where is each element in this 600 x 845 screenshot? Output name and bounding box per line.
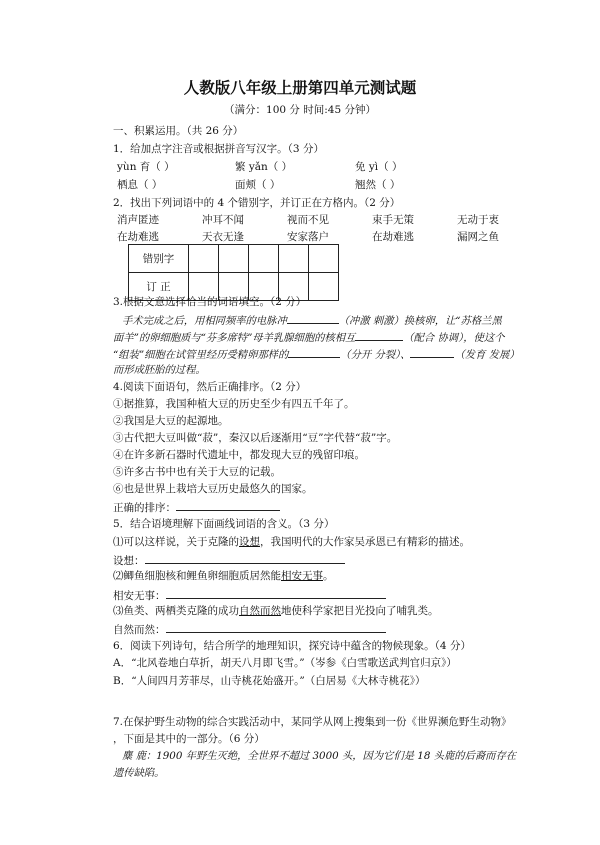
page-title: 人教版八年级上册第四单元测试题 [183, 78, 417, 97]
q4-item: ①据推算，我国种植大豆的历史至少有四五千年了。 [113, 398, 355, 410]
q1-item: yùn 育（ ） [117, 161, 175, 173]
q3-prompt: 3.根据文意选择恰当的词语填空。（2 分） [113, 296, 307, 308]
q5-sentence [113, 570, 334, 583]
fill-blank[interactable] [176, 500, 280, 511]
fill-blank[interactable] [166, 622, 386, 633]
q3-text: 手术完成之后，用相同频率的电脉冲 [122, 315, 287, 327]
q7-body: 遗传缺陷。 [113, 767, 165, 779]
q1-row1 [117, 161, 402, 174]
q2-word: 安家落户 [287, 231, 329, 243]
fill-blank[interactable] [410, 347, 454, 358]
underlined-term: 相安无事 [281, 570, 323, 582]
q3-text: “组装”细胞在试管里经历受精卵那样的 [113, 349, 289, 361]
q5-answer-row [113, 622, 386, 637]
q6-prompt: 6．阅读下列诗句，结合所学的地理知识，探究诗中蕴含的物候现象。（4 分） [113, 640, 471, 652]
q5-text: 。 [323, 570, 334, 582]
q1-prompt: 1．给加点字注音或根据拼音写汉字。（3 分） [113, 143, 324, 155]
q4-answer-label: 正确的排序： [113, 502, 176, 514]
q3-line [113, 330, 504, 345]
q2-word: 在劫难逃 [117, 231, 159, 243]
q1-item: 面颊（ ） [235, 179, 281, 191]
q3-line [122, 313, 502, 328]
q1-item: 栖息（ ） [117, 179, 163, 191]
q4-answer-row [113, 500, 280, 515]
q1-row2 [117, 179, 400, 192]
q5-sentence [113, 536, 470, 549]
q5-text: ⑵鲫鱼细胞核和鲤鱼卵细胞质居然能 [113, 570, 281, 582]
q2-word: 在劫难逃 [372, 231, 414, 243]
q2-word: 天衣无逢 [202, 231, 244, 243]
q5-text: ，我国明代的大作家吴承恩已有精彩的描述。 [260, 536, 470, 548]
q4-item: ⑥也是世界上栽培大豆历史最悠久的国家。 [113, 483, 313, 495]
answer-cell[interactable] [309, 273, 339, 301]
section-heading: 一、积累运用。（共 26 分） [113, 125, 244, 137]
q2-word: 束手无策 [372, 214, 414, 226]
q1-item: 免 yì（ ） [355, 161, 403, 173]
answer-cell[interactable] [219, 245, 249, 273]
table-label-fix: 订 正 [129, 273, 189, 301]
correction-table [128, 244, 339, 301]
q7-prompt-cont: ，下面是其中的一部分。（6 分） [113, 733, 265, 745]
q6-poem: B．“人间四月芳菲尽，山寺桃花始盛开。”（白居易《大林寺桃花》） [113, 675, 426, 687]
q3-text: （发育 发展） [454, 349, 520, 361]
fill-blank[interactable] [355, 330, 403, 341]
underlined-term: 设想 [239, 536, 260, 548]
q2-row1 [117, 214, 542, 227]
q2-word: 冲耳不闻 [202, 214, 244, 226]
q7-body: 麋 鹿：1900 年野生灭绝，全世界不超过 3000 头，因为它们是 18 头鹿的后裔而存在 [122, 750, 517, 762]
q6-poem: A．“北风卷地白草折，胡天八月即飞雪。”（岑参《白雪歌送武判官归京》） [113, 657, 457, 669]
q7-prompt: 7.在保护野生动物的综合实践活动中，某同学从网上搜集到一份《世界濒危野生动物》 [113, 716, 512, 728]
q5-text: ⑶鱼类、两栖类克隆的成功 [113, 605, 239, 617]
q5-text: ⑴可以这样说，关于克隆的 [113, 536, 239, 548]
q5-text: 地使科学家把目光投向了哺乳类。 [281, 605, 439, 617]
fill-blank[interactable] [145, 553, 345, 564]
table-label-wrong: 错别字 [129, 245, 189, 273]
q5-answer-row [113, 553, 345, 568]
q4-item: ④在许多新石器时代遗址中，都发现大豆的残留印痕。 [113, 449, 365, 461]
q5-label: 设想： [113, 555, 145, 567]
q3-line [113, 347, 520, 362]
q2-row2 [117, 231, 542, 244]
q4-item: ⑤许多古书中也有关于大豆的记载。 [113, 466, 281, 478]
q5-label: 自然而然： [113, 624, 166, 636]
q2-word: 视而不见 [287, 214, 329, 226]
q4-item: ③古代把大豆叫做“菽”，秦汉以后逐渐用“豆”字代替“菽”字。 [113, 432, 398, 444]
q2-word: 漏网之鱼 [457, 231, 499, 243]
fill-blank[interactable] [288, 347, 340, 358]
q1-item: 繁 yǎn（ ） [235, 161, 293, 173]
q3-text: 面羊”的卵细胞质与“芬多席特”母羊乳腺细胞的核相互 [113, 332, 356, 344]
answer-cell[interactable] [309, 245, 339, 273]
answer-cell[interactable] [279, 245, 309, 273]
q2-prompt: 2．找出下列词语中的 4 个错别字，并订正在方格内。（2 分） [113, 197, 401, 209]
q5-prompt: 5．结合语境理解下面画线词语的含义。（3 分） [113, 518, 335, 530]
answer-cell[interactable] [249, 245, 279, 273]
q4-prompt: 4.阅读下面语句，然后正确排序。（2 分） [113, 381, 307, 393]
q1-item: 翘然（ ） [355, 179, 401, 191]
q5-label: 相安无事： [113, 590, 166, 602]
q2-word: 消声匿迹 [117, 214, 159, 226]
q4-item: ②我国是大豆的起源地。 [113, 415, 229, 427]
q3-text: （分开 分裂）、 [340, 349, 411, 361]
underlined-term: 自然而然 [239, 605, 281, 617]
q3-text: （配合 协调），使这个 [403, 332, 505, 344]
q3-line: 而形成胚胎的过程。 [113, 364, 206, 376]
q5-sentence [113, 605, 439, 618]
q5-answer-row [113, 588, 386, 603]
answer-cell[interactable] [189, 245, 219, 273]
exam-meta: （满分：100 分 时间:45 分钟） [224, 104, 376, 116]
q2-word: 无动于衷 [457, 214, 499, 226]
q3-text: （冲激 刺激）换核卵，让“苏格兰黑 [338, 315, 502, 327]
fill-blank[interactable] [287, 313, 339, 324]
fill-blank[interactable] [166, 588, 386, 599]
